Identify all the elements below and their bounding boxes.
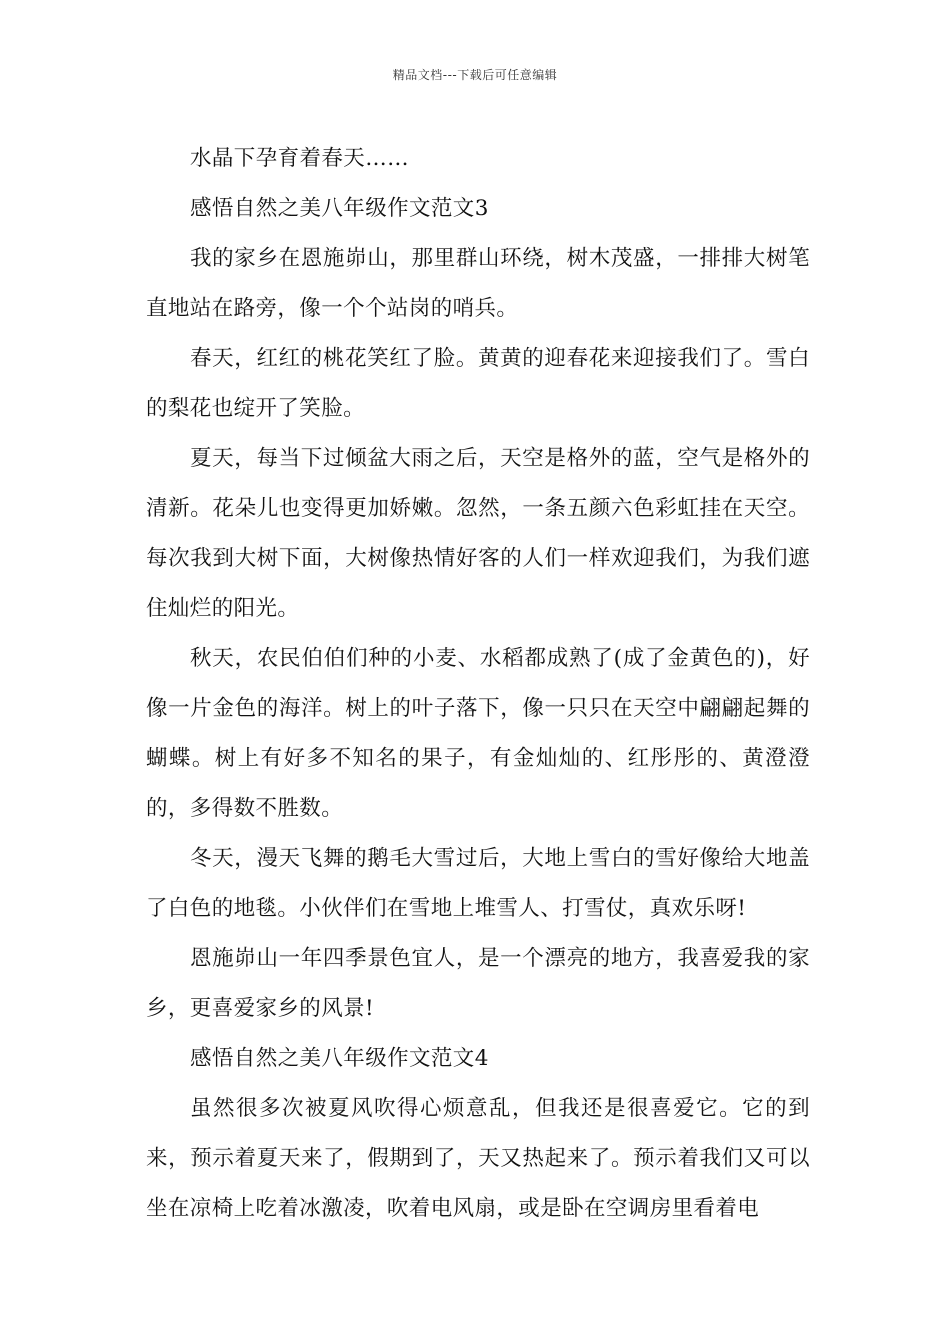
essay-4-heading: 感悟自然之美八年级作文范文4 [190,1046,489,1071]
document-body [146,134,810,1234]
paragraph: 秋天，农民伯伯们种的小麦、水稻都成熟了(成了金黄色的)，好像一片金色的海洋。树上的叶子落下，像一只只在天空中翩翩起舞的蝴蝶。树上有好多不知名的果子，有金灿灿的、红彤彤的、黄澄澄的，多得数不胜数。 [146,646,810,821]
paragraph: 春天，红红的桃花笑红了脸。黄黄的迎春花来迎接我们了。雪白的梨花也绽开了笑脸。 [146,346,810,421]
paragraph: 夏天，每当下过倾盆大雨之后，天空是格外的蓝，空气是格外的清新。花朵儿也变得更加娇嫩。忽然，一条五颜六色彩虹挂在天空。每次我到大树下面，大树像热情好客的人们一样欢迎我们，为我们遮住灿烂的阳光。 [146,446,810,621]
paragraph: 虽然很多次被夏风吹得心烦意乱，但我还是很喜爱它。它的到来，预示着夏天来了，假期到了，天又热起来了。预示着我们又可以坐在凉椅上吃着冰激凌，吹着电风扇，或是卧在空调房里看着电 [146,1096,810,1221]
essay-3-heading: 感悟自然之美八年级作文范文3 [190,196,489,221]
paragraph: 冬天，漫天飞舞的鹅毛大雪过后，大地上雪白的雪好像给大地盖了白色的地毯。小伙伴们在雪地上堆雪人、打雪仗，真欢乐呀! [146,846,810,921]
paragraph: 我的家乡在恩施峁山，那里群山环绕，树木茂盛，一排排大树笔直地站在路旁，像一个个站岗的哨兵。 [146,246,810,321]
paragraph: 恩施峁山一年四季景色宜人，是一个漂亮的地方，我喜爱我的家乡，更喜爱家乡的风景! [146,946,810,1021]
page-header: 精品文档---下载后可任意编辑 [392,68,558,82]
paragraph-intro-end: 水晶下孕育着春天…… [190,146,410,171]
